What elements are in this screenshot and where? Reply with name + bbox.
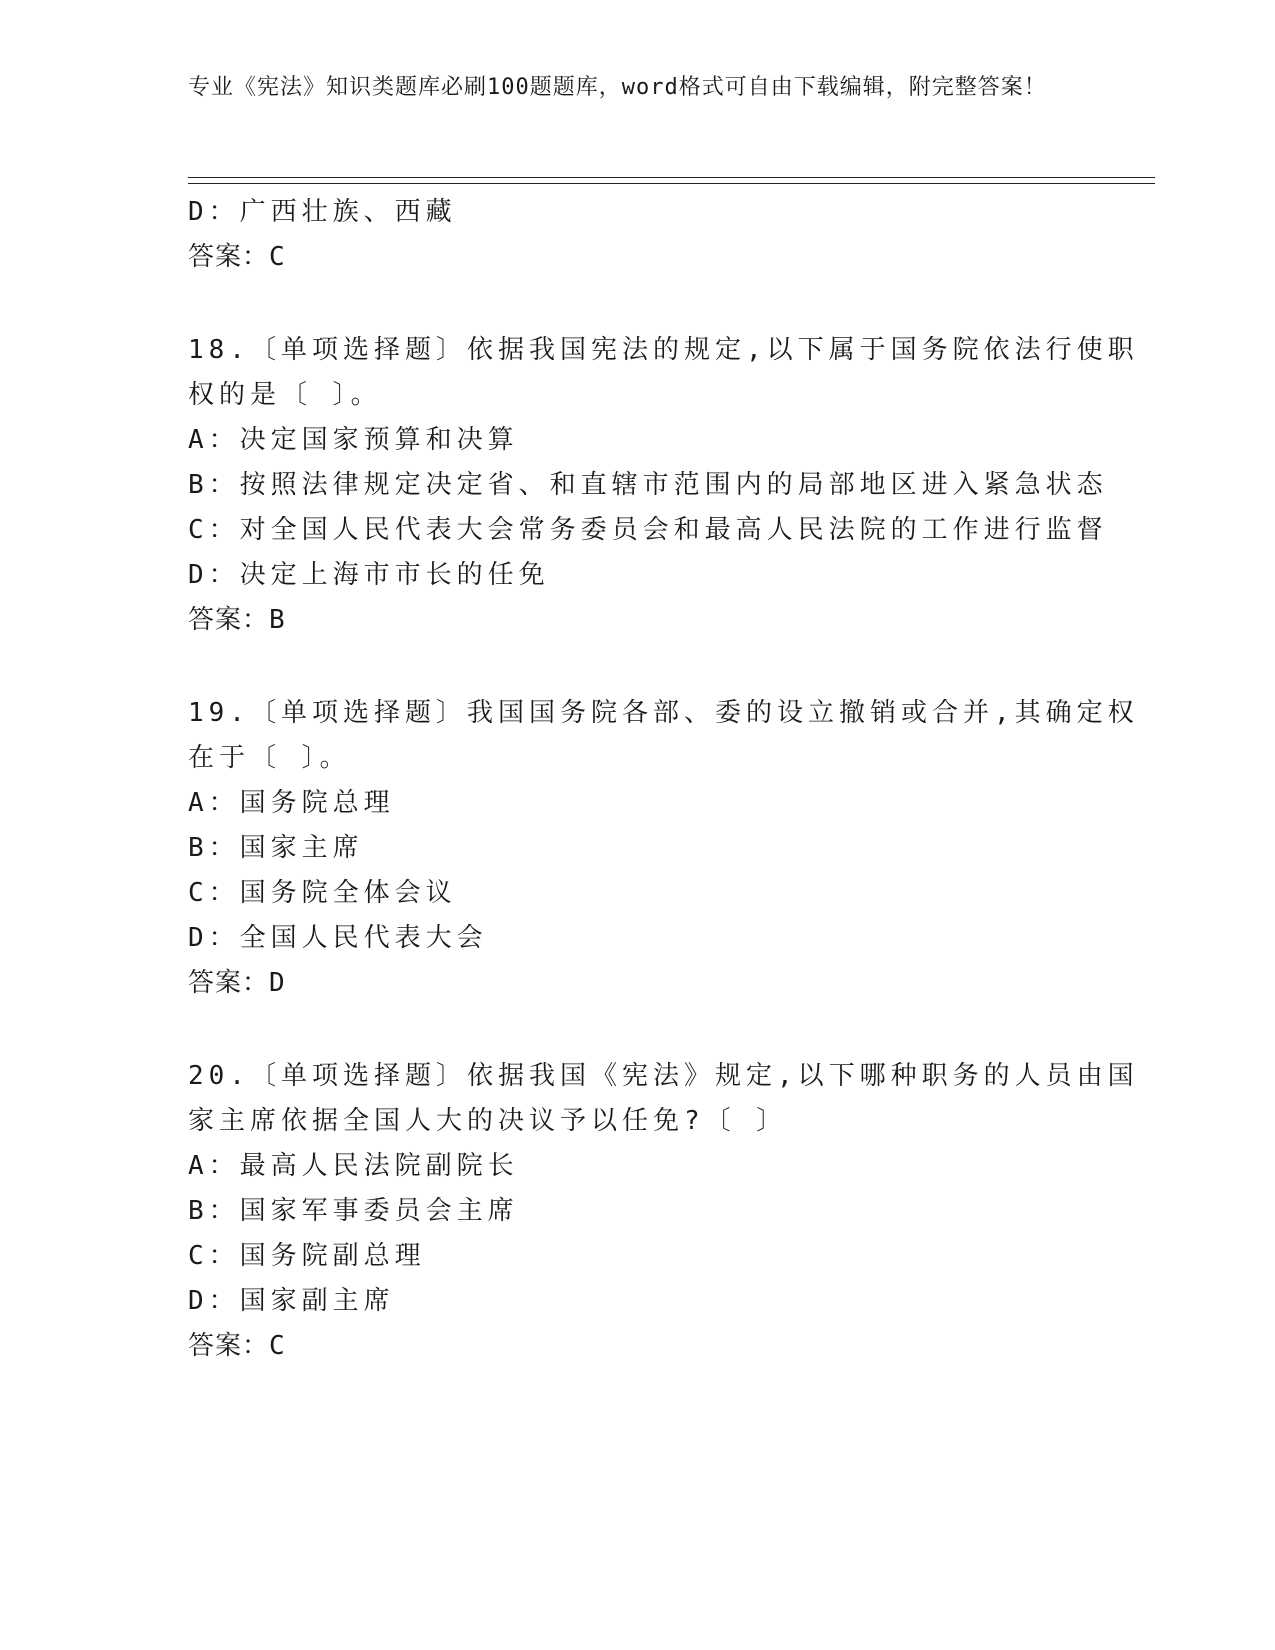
question-20	[188, 1054, 1139, 1369]
option-b: B：国家军事委员会主席	[188, 1196, 519, 1226]
option-d: D：国家副主席	[188, 1286, 395, 1316]
answer-line: 答案：D	[188, 968, 286, 998]
header-divider-top	[188, 177, 1155, 178]
option-a: A：国务院总理	[188, 788, 395, 818]
document-header: 专业《宪法》知识类题库必刷100题题库，word格式可自由下载编辑，附完整答案！	[188, 75, 1047, 100]
question-text-line2: 家主席依据全国人大的决议予以任免?〔 〕	[188, 1106, 788, 1136]
option-c: C：国务院全体会议	[188, 878, 457, 908]
carryover-question	[188, 190, 1068, 280]
question-text-line1: 20.〔单项选择题〕依据我国《宪法》规定,以下哪种职务的人员由国	[188, 1061, 1139, 1091]
question-text-line1: 19.〔单项选择题〕我国国务院各部、委的设立撤销或合并,其确定权	[188, 698, 1139, 728]
option-c: C：对全国人民代表大会常务委员会和最高人民法院的工作进行监督	[188, 515, 1108, 545]
option-c: C：国务院副总理	[188, 1241, 426, 1271]
question-list	[188, 190, 1139, 1417]
answer-line: 答案：C	[188, 242, 286, 272]
answer-line: 答案：B	[188, 605, 286, 635]
answer-line: 答案：C	[188, 1331, 286, 1361]
option-b: B：国家主席	[188, 833, 364, 863]
question-text-line2: 权的是〔 〕。	[188, 380, 382, 410]
option-a: A：决定国家预算和决算	[188, 425, 519, 455]
question-text-line2: 在于〔 〕。	[188, 743, 351, 773]
option-d: D：广西壮族、西藏	[188, 197, 457, 227]
option-d: D：决定上海市市长的任免	[188, 560, 550, 590]
option-b: B：按照法律规定决定省、和直辖市范围内的局部地区进入紧急状态	[188, 470, 1108, 500]
option-d: D：全国人民代表大会	[188, 923, 488, 953]
question-18	[188, 328, 1139, 643]
header-divider-bottom	[188, 183, 1155, 184]
option-a: A：最高人民法院副院长	[188, 1151, 519, 1181]
question-text-line1: 18.〔单项选择题〕依据我国宪法的规定,以下属于国务院依法行使职	[188, 335, 1139, 365]
question-19	[188, 691, 1139, 1006]
